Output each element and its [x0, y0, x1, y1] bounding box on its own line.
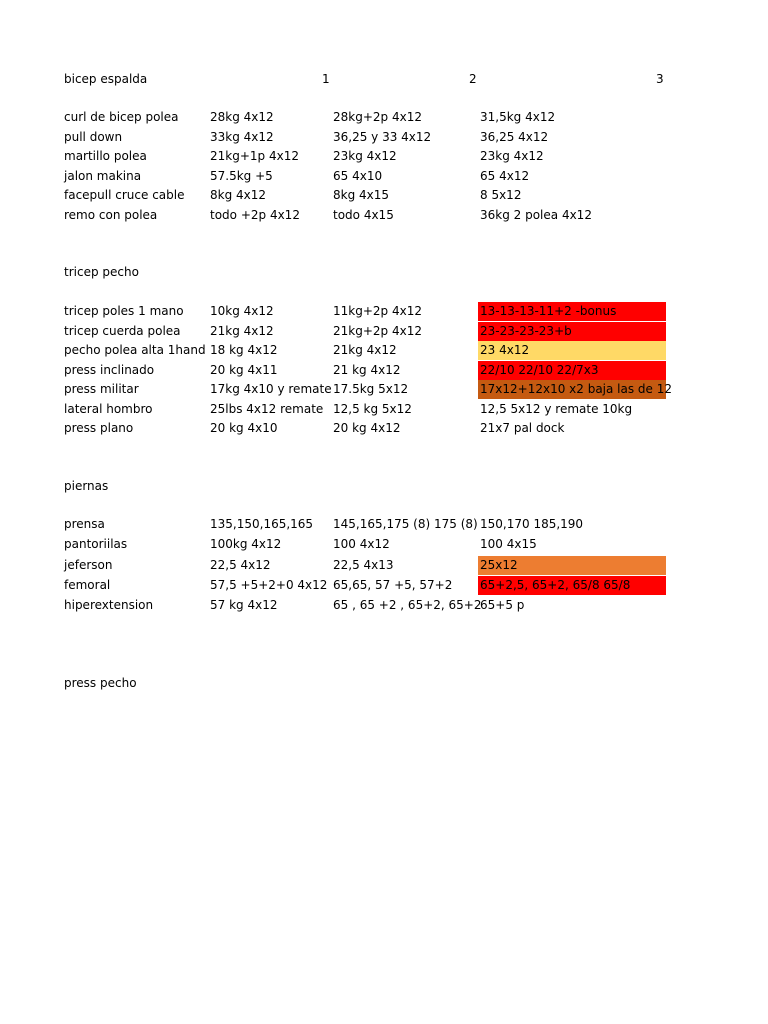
table-row: [0, 361, 768, 380]
session-3-cell[interactable]: 36kg 2 polea 4x12: [480, 207, 592, 222]
session-2-cell[interactable]: 8kg 4x15: [333, 188, 390, 202]
session-2-cell[interactable]: 12,5 kg 5x12: [333, 401, 412, 416]
section-title[interactable]: press pecho: [64, 676, 137, 690]
section-title[interactable]: tricep pecho: [64, 265, 139, 279]
exercise-name[interactable]: press militar: [64, 382, 139, 396]
exercise-name[interactable]: pull down: [64, 129, 123, 144]
exercise-name[interactable]: lateral hombro: [64, 401, 153, 416]
session-1-cell[interactable]: 20 kg 4x10: [210, 421, 278, 435]
table-row: [0, 380, 768, 399]
exercise-name[interactable]: pecho polea alta 1hand: [64, 343, 206, 357]
session-2-cell[interactable]: 21kg 4x12: [333, 343, 397, 357]
session-1-cell[interactable]: 57,5 +5+2+0 4x12: [210, 578, 328, 592]
session-1-cell[interactable]: 21kg+1p 4x12: [210, 149, 299, 163]
section-title[interactable]: piernas: [64, 479, 109, 493]
session-2-cell[interactable]: 36,25 y 33 4x12: [333, 129, 432, 144]
session-2-cell[interactable]: 145,165,175 (8) 175 (8): [333, 517, 478, 531]
exercise-name[interactable]: tricep cuerda polea: [64, 323, 181, 338]
table-row: [0, 186, 768, 205]
exercise-name[interactable]: femoral: [64, 578, 111, 592]
exercise-name[interactable]: tricep poles 1 mano: [64, 304, 184, 318]
exercise-name[interactable]: martillo polea: [64, 149, 147, 163]
session-2-cell[interactable]: 21kg+2p 4x12: [333, 323, 422, 338]
column-header-1[interactable]: 1: [322, 72, 330, 86]
session-1-cell[interactable]: 28kg 4x12: [210, 110, 274, 124]
table-row: [0, 515, 768, 534]
session-3-cell[interactable]: 65 4x12: [480, 168, 530, 183]
session-3-cell[interactable]: 100 4x15: [480, 537, 537, 551]
session-3-cell[interactable]: 23-23-23-23+b: [478, 322, 666, 341]
session-3-cell[interactable]: 65+5 p: [480, 598, 525, 612]
table-row: [0, 108, 768, 127]
session-1-cell[interactable]: 57.5kg +5: [210, 168, 273, 183]
section-header-press-pecho: [0, 674, 768, 693]
table-row: [0, 341, 768, 360]
session-3-cell[interactable]: 25x12: [478, 556, 666, 575]
session-3-cell[interactable]: 22/10 22/10 22/7x3: [478, 361, 666, 380]
session-1-cell[interactable]: 57 kg 4x12: [210, 598, 278, 612]
session-2-cell[interactable]: 100 4x12: [333, 537, 390, 551]
session-1-cell[interactable]: 22,5 4x12: [210, 558, 271, 572]
session-1-cell[interactable]: 17kg 4x10 y remate: [210, 382, 332, 396]
session-3-cell[interactable]: 31,5kg 4x12: [480, 110, 556, 124]
session-2-cell[interactable]: 21 kg 4x12: [333, 362, 401, 377]
session-1-cell[interactable]: 20 kg 4x11: [210, 362, 278, 377]
session-2-cell[interactable]: 65 , 65 +2 , 65+2, 65+2: [333, 598, 482, 612]
session-1-cell[interactable]: 100kg 4x12: [210, 537, 282, 551]
session-1-cell[interactable]: todo +2p 4x12: [210, 207, 300, 222]
exercise-name[interactable]: press inclinado: [64, 362, 155, 377]
table-row: [0, 302, 768, 321]
session-2-cell[interactable]: 23kg 4x12: [333, 149, 397, 163]
exercise-name[interactable]: jalon makina: [64, 168, 142, 183]
session-1-cell[interactable]: 21kg 4x12: [210, 323, 274, 338]
section-header-bicep-espalda: [0, 70, 768, 89]
exercise-name[interactable]: press plano: [64, 421, 134, 435]
exercise-name[interactable]: prensa: [64, 517, 105, 531]
table-row: [0, 576, 768, 595]
session-2-cell[interactable]: 65,65, 57 +5, 57+2: [333, 578, 453, 592]
session-2-cell[interactable]: 20 kg 4x12: [333, 421, 401, 435]
session-1-cell[interactable]: 10kg 4x12: [210, 304, 274, 318]
session-3-cell[interactable]: 65+2,5, 65+2, 65/8 65/8: [478, 576, 666, 595]
session-3-cell[interactable]: 23kg 4x12: [480, 149, 544, 163]
exercise-name[interactable]: remo con polea: [64, 207, 158, 222]
session-2-cell[interactable]: todo 4x15: [333, 207, 394, 222]
table-row: [0, 167, 768, 186]
session-1-cell[interactable]: 135,150,165,165: [210, 517, 314, 531]
session-3-cell[interactable]: 12,5 5x12 y remate 10kg: [480, 401, 633, 416]
session-2-cell[interactable]: 17.5kg 5x12: [333, 382, 409, 396]
table-row: [0, 206, 768, 225]
table-row: [0, 596, 768, 615]
table-row: [0, 322, 768, 341]
session-2-cell[interactable]: 11kg+2p 4x12: [333, 304, 422, 318]
session-3-cell[interactable]: 36,25 4x12: [480, 129, 549, 144]
table-row: [0, 419, 768, 438]
session-1-cell[interactable]: 18 kg 4x12: [210, 343, 278, 357]
table-row: [0, 147, 768, 166]
exercise-name[interactable]: facepull cruce cable: [64, 188, 185, 202]
section-header-piernas: [0, 477, 768, 496]
session-2-cell[interactable]: 22,5 4x13: [333, 558, 394, 572]
exercise-name[interactable]: pantoriilas: [64, 537, 128, 551]
exercise-name[interactable]: hiperextension: [64, 598, 154, 612]
table-row: [0, 556, 768, 575]
session-1-cell[interactable]: 8kg 4x12: [210, 188, 267, 202]
session-1-cell[interactable]: 33kg 4x12: [210, 129, 274, 144]
exercise-name[interactable]: jeferson: [64, 558, 113, 572]
session-3-cell[interactable]: 17x12+12x10 x2 baja las de 12: [478, 380, 666, 399]
column-header-2[interactable]: 2: [469, 72, 477, 86]
session-3-cell[interactable]: 13-13-13-11+2 -bonus: [478, 302, 666, 321]
column-header-3[interactable]: 3: [656, 72, 664, 86]
session-3-cell[interactable]: 8 5x12: [480, 188, 522, 202]
session-3-cell[interactable]: 150,170 185,190: [480, 517, 584, 531]
table-row: [0, 535, 768, 554]
table-row: [0, 128, 768, 147]
section-title[interactable]: bicep espalda: [64, 72, 148, 86]
session-3-cell[interactable]: 21x7 pal dock: [480, 421, 565, 435]
session-2-cell[interactable]: 65 4x10: [333, 168, 383, 183]
session-1-cell[interactable]: 25lbs 4x12 remate: [210, 401, 324, 416]
table-row: [0, 400, 768, 419]
exercise-name[interactable]: curl de bicep polea: [64, 110, 179, 124]
section-header-tricep-pecho: [0, 263, 768, 282]
session-2-cell[interactable]: 28kg+2p 4x12: [333, 110, 422, 124]
session-3-cell[interactable]: 23 4x12: [478, 341, 666, 360]
